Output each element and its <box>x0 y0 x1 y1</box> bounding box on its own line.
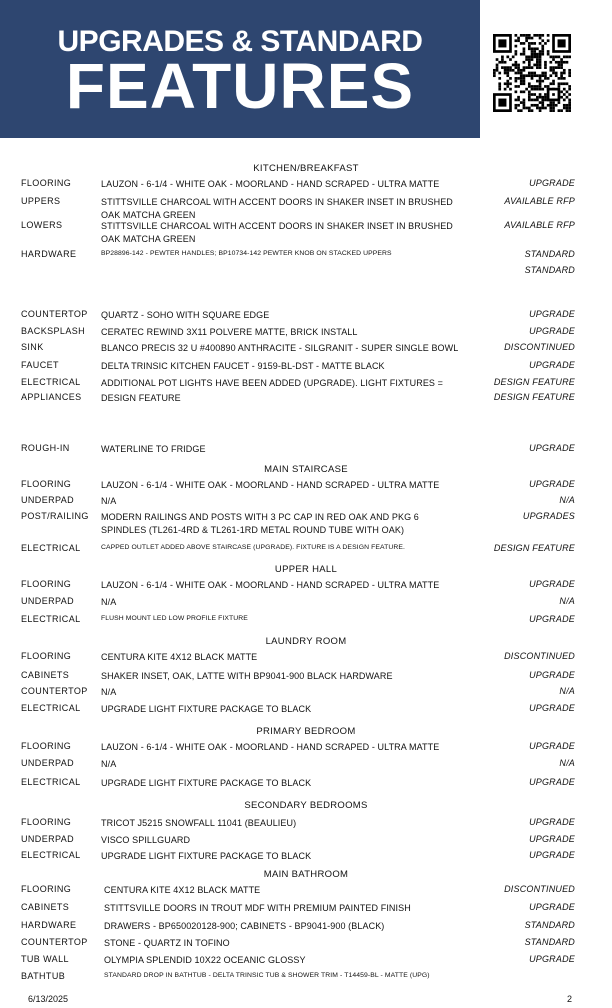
feature-label: UNDERPAD <box>21 834 75 844</box>
footer-page-number: 2 <box>567 994 573 1004</box>
feature-status: UPGRADE <box>529 902 575 912</box>
feature-description: QUARTZ - SOHO WITH SQUARE EDGE <box>101 310 270 320</box>
feature-status: N/A <box>559 495 575 505</box>
feature-label: FLOORING <box>21 884 72 894</box>
feature-row <box>0 392 612 416</box>
feature-status: AVAILABLE RFP <box>504 220 575 230</box>
feature-description: TRICOT J5215 SNOWFALL 11041 (BEAULIEU) <box>101 818 297 828</box>
feature-status: N/A <box>559 758 575 768</box>
feature-row <box>0 703 612 727</box>
feature-description: VISCO SPILLGUARD <box>101 835 191 845</box>
feature-label: SINK <box>21 342 44 352</box>
feature-status: UPGRADE <box>529 741 575 751</box>
feature-label: FLOORING <box>21 651 72 661</box>
feature-description: CAPPED OUTLET ADDED ABOVE STAIRCASE (UPGRADE). FIXTURE IS A DESIGN FEATURE. <box>101 544 405 551</box>
feature-status: STANDARD <box>524 249 575 259</box>
feature-status: DISCONTINUED <box>504 884 575 894</box>
section-heading: SECONDARY BEDROOMS <box>244 800 368 811</box>
feature-label: UNDERPAD <box>21 758 75 768</box>
section-heading: UPPER HALL <box>274 564 338 575</box>
feature-status: UPGRADE <box>529 834 575 844</box>
feature-status-secondary: STANDARD <box>524 265 575 275</box>
feature-status: UPGRADE <box>529 360 575 370</box>
feature-status: UPGRADE <box>529 614 575 624</box>
feature-row <box>0 511 612 535</box>
feature-description: LAUZON - 6-1/4 - WHITE OAK - MOORLAND - HAND SCRAPED - ULTRA MATTE <box>101 480 440 490</box>
feature-description: WATERLINE TO FRIDGE <box>101 444 206 454</box>
feature-row <box>0 220 612 244</box>
feature-description: STITTSVILLE CHARCOAL WITH ACCENT DOORS IN SHAKER INSET IN BRUSHED OAK MATCHA GREEN <box>101 197 453 220</box>
feature-row <box>0 777 612 801</box>
feature-description: LAUZON - 6-1/4 - WHITE OAK - MOORLAND - HAND SCRAPED - ULTRA MATTE <box>101 742 440 752</box>
feature-status: UPGRADE <box>529 178 575 188</box>
feature-label: ELECTRICAL <box>21 850 81 860</box>
feature-status: UPGRADE <box>529 850 575 860</box>
feature-label: APPLIANCES <box>21 392 82 402</box>
feature-status: N/A <box>559 686 575 696</box>
feature-label: UPPERS <box>21 196 61 206</box>
header-banner <box>0 0 480 138</box>
feature-description: CENTURA KITE 4X12 BLACK MATTE <box>101 652 258 662</box>
feature-description: STANDARD DROP IN BATHTUB - DELTA TRINSIC TUB & SHOWER TRIM - T14459-BL - MATTE (UPG) <box>104 972 430 979</box>
feature-status: N/A <box>559 596 575 606</box>
feature-label: FLOORING <box>21 817 72 827</box>
section-heading: LAUNDRY ROOM <box>265 636 347 647</box>
feature-label: ELECTRICAL <box>21 543 81 553</box>
feature-row <box>0 614 612 638</box>
feature-label: HARDWARE <box>21 920 77 930</box>
feature-description: N/A <box>101 759 117 769</box>
feature-label: ELECTRICAL <box>21 377 81 387</box>
feature-status: UPGRADE <box>529 777 575 787</box>
feature-label: BATHTUB <box>21 971 66 981</box>
feature-description: UPGRADE LIGHT FIXTURE PACKAGE TO BLACK <box>101 778 312 788</box>
feature-description: DESIGN FEATURE <box>101 393 181 403</box>
feature-description: ADDITIONAL POT LIGHTS HAVE BEEN ADDED (UPGRADE). LIGHT FIXTURES = <box>101 378 443 388</box>
feature-label: COUNTERTOP <box>21 686 88 696</box>
feature-row <box>0 971 612 995</box>
feature-description: STITTSVILLE CHARCOAL WITH ACCENT DOORS IN SHAKER INSET IN BRUSHED OAK MATCHA GREEN <box>101 221 453 244</box>
feature-status: UPGRADE <box>529 670 575 680</box>
feature-description: N/A <box>101 496 117 506</box>
feature-status: DESIGN FEATURE <box>493 392 575 402</box>
feature-label: COUNTERTOP <box>21 937 88 947</box>
feature-status: UPGRADE <box>529 326 575 336</box>
section-heading: KITCHEN/BREAKFAST <box>253 163 359 174</box>
section-heading: PRIMARY BEDROOM <box>256 726 356 737</box>
feature-label: FLOORING <box>21 479 72 489</box>
feature-description: UPGRADE LIGHT FIXTURE PACKAGE TO BLACK <box>101 704 312 714</box>
feature-label: LOWERS <box>21 220 63 230</box>
feature-row <box>0 249 612 273</box>
feature-description: UPGRADE LIGHT FIXTURE PACKAGE TO BLACK <box>101 851 312 861</box>
feature-status: DESIGN FEATURE <box>493 377 575 387</box>
feature-label: FLOORING <box>21 178 72 188</box>
feature-description: OLYMPIA SPLENDID 10X22 OCEANIC GLOSSY <box>104 955 306 965</box>
feature-description: SHAKER INSET, OAK, LATTE WITH BP9041-900 BLACK HARDWARE <box>101 671 393 681</box>
feature-status: UPGRADE <box>529 579 575 589</box>
feature-description: N/A <box>101 687 117 697</box>
header-title-line1: UPGRADES & STANDARD <box>57 25 423 58</box>
feature-status: DESIGN FEATURE <box>493 543 575 553</box>
feature-status: STANDARD <box>524 920 575 930</box>
feature-description: BLANCO PRECIS 32 U #400890 ANTHRACITE - SILGRANIT - SUPER SINGLE BOWL <box>101 343 459 353</box>
feature-label: TUB WALL <box>21 954 69 964</box>
feature-status: AVAILABLE RFP <box>504 196 575 206</box>
feature-row <box>0 196 612 220</box>
feature-description: LAUZON - 6-1/4 - WHITE OAK - MOORLAND - HAND SCRAPED - ULTRA MATTE <box>101 580 440 590</box>
feature-status: UPGRADE <box>529 954 575 964</box>
feature-status: UPGRADE <box>529 443 575 453</box>
feature-status: UPGRADE <box>529 309 575 319</box>
section-heading: MAIN BATHROOM <box>263 869 349 880</box>
feature-label: CABINETS <box>21 902 70 912</box>
feature-label: FLOORING <box>21 741 72 751</box>
header-title-line2: FEATURES <box>65 50 415 122</box>
feature-description: CERATEC REWIND 3X11 POLVERE MATTE, BRICK INSTALL <box>101 327 358 337</box>
feature-status: UPGRADE <box>529 703 575 713</box>
feature-status: DISCONTINUED <box>504 651 575 661</box>
footer-date: 6/13/2025 <box>28 994 69 1004</box>
feature-status: UPGRADE <box>529 817 575 827</box>
feature-label: COUNTERTOP <box>21 309 88 319</box>
feature-status: STANDARD <box>524 937 575 947</box>
feature-status: UPGRADES <box>522 511 575 521</box>
feature-label: POST/RAILING <box>21 511 89 521</box>
feature-description: CENTURA KITE 4X12 BLACK MATTE <box>104 885 261 895</box>
feature-label: UNDERPAD <box>21 596 75 606</box>
feature-description: MODERN RAILINGS AND POSTS WITH 3 PC CAP IN RED OAK AND PKG 6 SPINDLES (TL261-4RD & TL261-1RD METAL ROUND TUBE WITH OAK) <box>101 512 419 535</box>
feature-description: STONE - QUARTZ IN TOFINO <box>104 938 230 948</box>
feature-description: FLUSH MOUNT LED LOW PROFILE FIXTURE <box>101 615 248 622</box>
feature-description: BP28896-142 - PEWTER HANDLES; BP10734-142 PEWTER KNOB ON STACKED UPPERS <box>101 250 392 257</box>
feature-description: STITTSVILLE DOORS IN TROUT MDF WITH PREMIUM PAINTED FINISH <box>104 903 411 913</box>
feature-label: BACKSPLASH <box>21 326 86 336</box>
feature-label: ELECTRICAL <box>21 614 81 624</box>
feature-label: CABINETS <box>21 670 70 680</box>
feature-label: ELECTRICAL <box>21 777 81 787</box>
feature-description: N/A <box>101 597 117 607</box>
feature-description: LAUZON - 6-1/4 - WHITE OAK - MOORLAND - HAND SCRAPED - ULTRA MATTE <box>101 179 440 189</box>
feature-description: DELTA TRINSIC KITCHEN FAUCET - 9159-BL-DST - MATTE BLACK <box>101 361 385 371</box>
feature-status: UPGRADE <box>529 479 575 489</box>
feature-label: UNDERPAD <box>21 495 75 505</box>
feature-label: FLOORING <box>21 579 72 589</box>
feature-label: ROUGH-IN <box>21 443 70 453</box>
feature-label: FAUCET <box>21 360 59 370</box>
section-heading: MAIN STAIRCASE <box>264 464 348 475</box>
feature-label: ELECTRICAL <box>21 703 81 713</box>
feature-status: DISCONTINUED <box>504 342 575 352</box>
feature-description: DRAWERS - BP650020128-900; CABINETS - BP9041-900 (BLACK) <box>104 921 385 931</box>
qr-code-icon[interactable] <box>493 34 571 112</box>
feature-label: HARDWARE <box>21 249 77 259</box>
